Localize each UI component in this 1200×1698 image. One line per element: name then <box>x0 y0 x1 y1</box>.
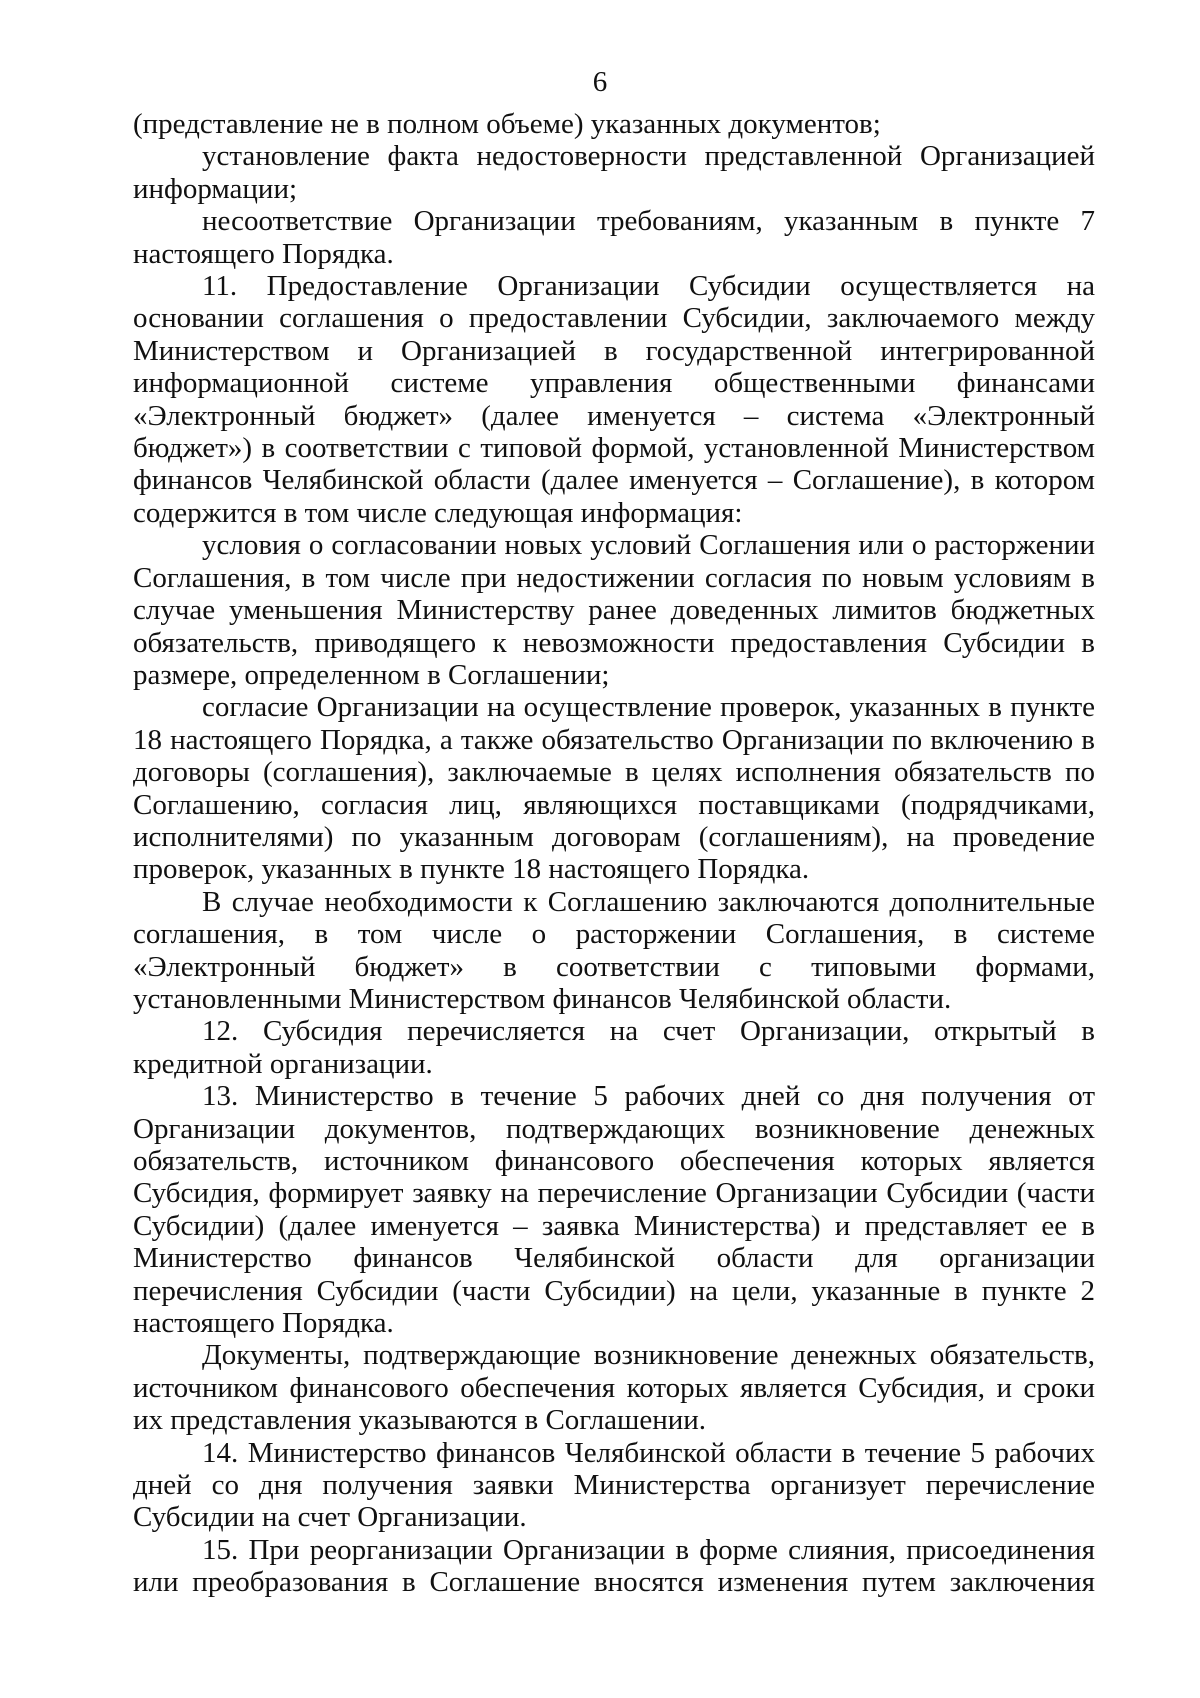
paragraph: условия о согласовании новых условий Соглашения или о расторжении Соглашения, в том числе при недостижении согласия по новым условиям в случае уменьшения Министерству ранее доведенных лимитов бюджетных обязательств, приводящего к невозможности предоставления Субсидии в размере, определенном в Соглашении; <box>133 529 1095 691</box>
document-body <box>133 108 1095 1599</box>
paragraph: (представление не в полном объеме) указанных документов; <box>133 108 881 140</box>
paragraph: 13. Министерство в течение 5 рабочих дней со дня получения от Организации документов, подтверждающих возникновение денежных обязательств, источником финансового обеспечения которых является Субсидия, формирует заявку на перечисление Организации Субсидии (части Субсидии) (далее именуется – заявка Министерства) и представляет ее в Министерство финансов Челябинской области для организации перечисления Субсидии (части Субсидии) на цели, указанные в пункте 2 настоящего Порядка. <box>133 1080 1095 1340</box>
paragraph: В случае необходимости к Соглашению заключаются дополнительные соглашения, в том числе о расторжении Соглашения, в системе «Электронный бюджет» в соответствии с типовыми формами, установленными Министерством финансов Челябинской области. <box>133 885 1095 1015</box>
paragraph: Документы, подтверждающие возникновение денежных обязательств, источником финансового обеспечения которых является Субсидия, и сроки их представления указываются в Соглашении. <box>133 1339 1095 1437</box>
paragraph: 14. Министерство финансов Челябинской области в течение 5 рабочих дней со дня получения заявки Министерства организует перечисление Субсидии на счет Организации. <box>133 1436 1095 1534</box>
paragraph: установление факта недостоверности представленной Организацией информации; <box>133 140 1095 205</box>
paragraph: несоответствие Организации требованиям, указанным в пункте 7 настоящего Порядка. <box>133 205 1095 270</box>
paragraph: 11. Предоставление Организации Субсидии осуществляется на основании соглашения о предоставлении Субсидии, заключаемого между Министерством и Организацией в государственной интегрированной информационной системе управления общественными финансами «Электронный бюджет» (далее именуется – система «Электронный бюджет») в соответствии с типовой формой, установленной Министерством финансов Челябинской области (далее именуется – Соглашение), в котором содержится в том числе следующая информация: <box>133 270 1095 529</box>
paragraph: 12. Субсидия перечисляется на счет Организации, открытый в кредитной организации. <box>133 1015 1095 1080</box>
page-number: 6 <box>592 66 608 98</box>
paragraph: 15. При реорганизации Организации в форме слияния, присоединения или преобразования в Соглашение вносятся изменения путем заключения <box>133 1533 1095 1599</box>
paragraph: согласие Организации на осуществление проверок, указанных в пункте 18 настоящего Порядка, а также обязательство Организации по включению в договоры (соглашения), заключаемые в целях исполнения обязательств по Соглашению, согласия лиц, являющихся поставщиками (подрядчиками, исполнителями) по указанным договорам (соглашениям), на проведение проверок, указанных в пункте 18 настоящего Порядка. <box>133 691 1095 886</box>
